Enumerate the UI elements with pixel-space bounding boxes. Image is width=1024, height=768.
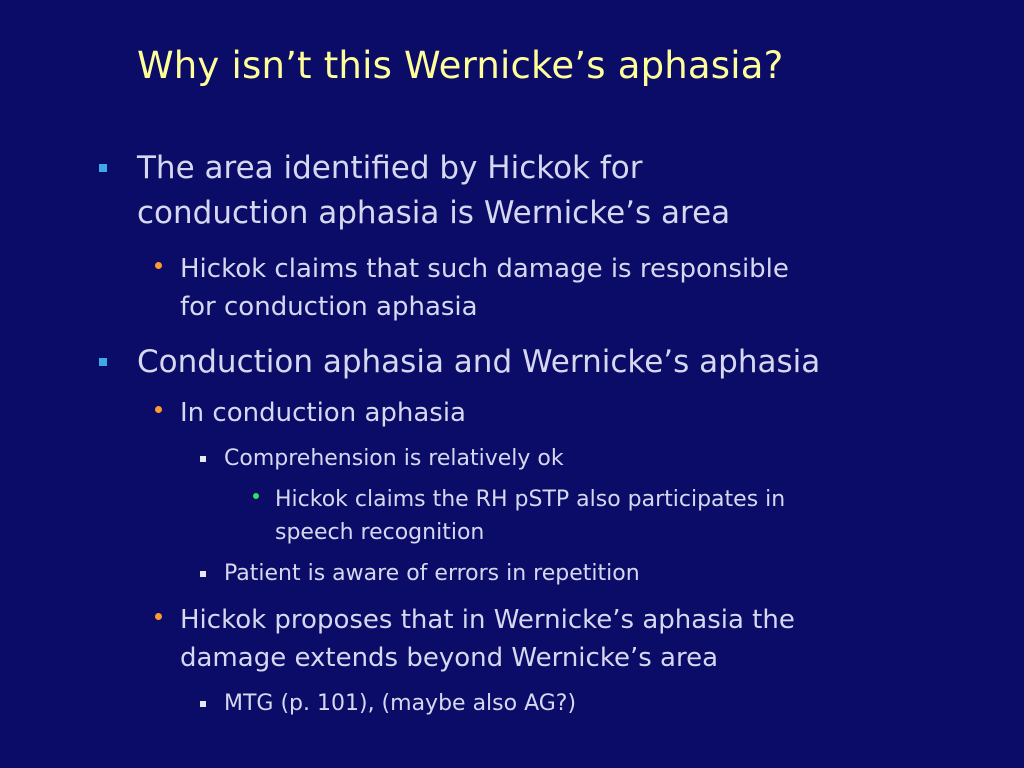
- bullet-text-line: Hickok claims that such damage is responsible: [180, 254, 789, 284]
- bullet-text-line: MTG (p. 101), (maybe also AG?): [224, 691, 577, 716]
- bullet-text-line: damage extends beyond Wernicke’s area: [180, 643, 719, 673]
- bullet-text-line: In conduction aphasia: [180, 398, 466, 428]
- square-bullet-icon: [200, 701, 206, 707]
- bullet-area-identified: [137, 146, 730, 236]
- subbullet-hickok-claims-damage: [180, 250, 789, 326]
- subbullet-hickok-proposes: [180, 601, 795, 677]
- square-bullet-icon: [200, 571, 206, 577]
- round-bullet-icon: [253, 493, 259, 499]
- bullet-text-line: Patient is aware of errors in repetition: [224, 561, 640, 586]
- bullet-text-line: Conduction aphasia and Wernicke’s aphasia: [137, 344, 821, 380]
- round-bullet-icon: [155, 406, 162, 413]
- bullet-text-line: conduction aphasia is Wernicke’s area: [137, 195, 731, 231]
- subbullet-in-conduction-aphasia: [180, 394, 466, 432]
- square-bullet-icon: [99, 358, 107, 366]
- bullet-conduction-vs-wernicke: [137, 340, 820, 385]
- subbullet-rh-pstp: [275, 483, 785, 549]
- subbullet-comprehension-ok: [224, 443, 564, 475]
- bullet-text-line: The area identified by Hickok for: [137, 150, 643, 186]
- bullet-text-line: Hickok claims the RH pSTP also participates in: [275, 487, 786, 512]
- bullet-text-line: speech recognition: [275, 520, 485, 545]
- bullet-text-line: Comprehension is relatively ok: [224, 446, 564, 471]
- subbullet-patient-aware: [224, 558, 640, 590]
- slide-title: Why isn’t this Wernicke’s aphasia?: [137, 44, 784, 87]
- round-bullet-icon: [155, 262, 162, 269]
- square-bullet-icon: [200, 456, 206, 462]
- round-bullet-icon: [155, 613, 162, 620]
- subbullet-mtg: [224, 688, 576, 720]
- bullet-text-line: for conduction aphasia: [180, 292, 478, 322]
- square-bullet-icon: [99, 164, 107, 172]
- bullet-text-line: Hickok proposes that in Wernicke’s aphasia the: [180, 605, 795, 635]
